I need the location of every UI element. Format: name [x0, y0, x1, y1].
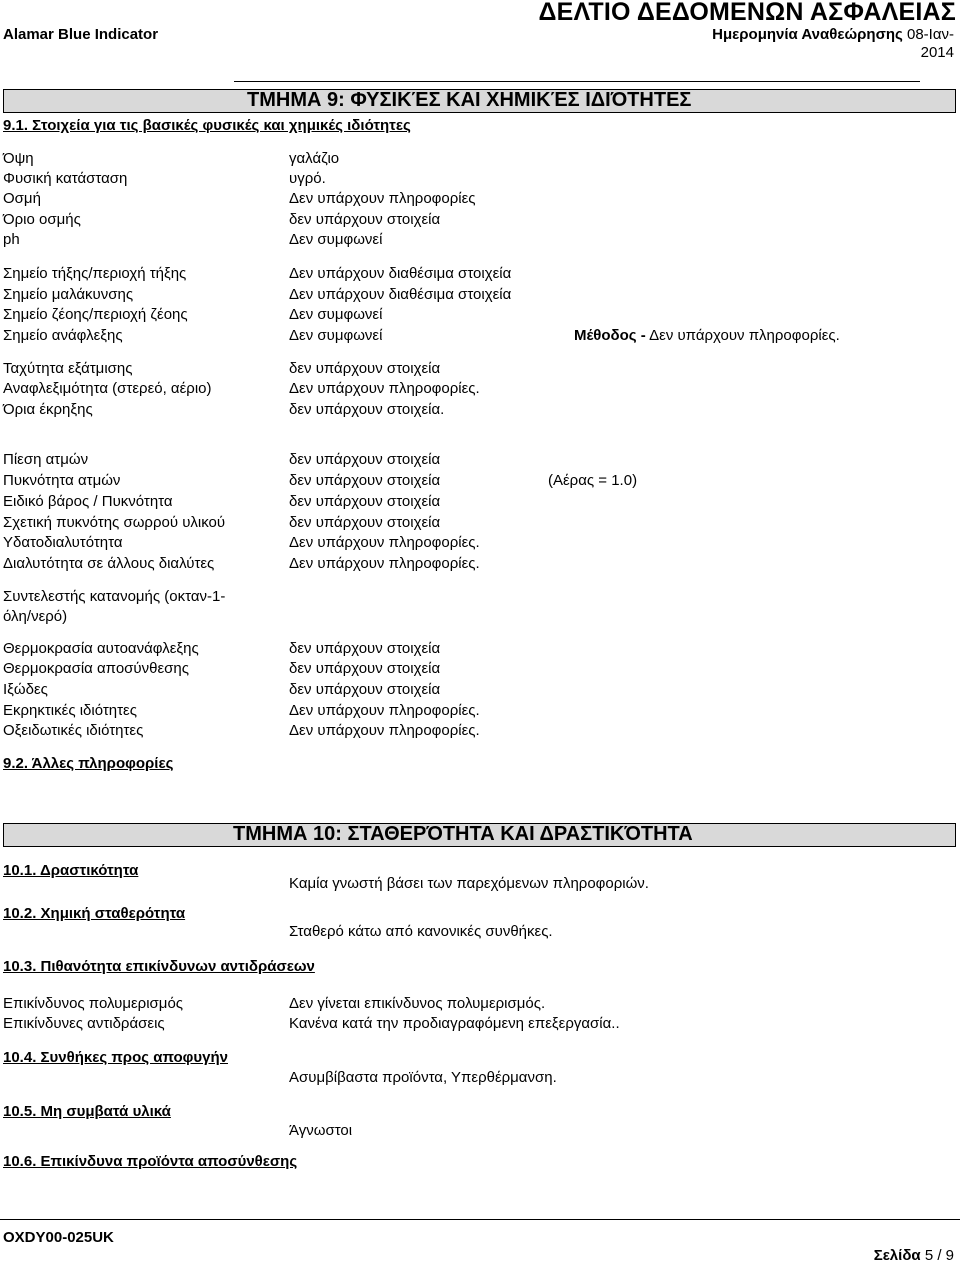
prop-label-partition-coefficient-line1: Συντελεστής κατανομής (οκταν-1-	[3, 588, 226, 605]
reactivity-value: Καμία γνωστή βάσει των παρεχόμενων πληροφοριών.	[289, 875, 649, 892]
prop-label-physical-state: Φυσική κατάσταση	[3, 170, 128, 187]
prop-value-odor-threshold: δεν υπάρχουν στοιχεία	[289, 211, 441, 228]
prop-label-autoignition-temp: Θερμοκρασία αυτοανάφλεξης	[3, 640, 199, 657]
document-title: ΔΕΛΤΙΟ ΔΕΔΟΜΕΝΩΝ ΑΣΦΑΛΕΙΑΣ	[538, 0, 956, 26]
hazardous-polymerization-value: Δεν γίνεται επικίνδυνος πολυμερισμός.	[289, 995, 546, 1012]
prop-label-boiling-point: Σημείο ζέοης/περιοχή ζέοης	[3, 306, 188, 323]
prop-label-flash-point: Σημείο ανάφλεξης	[3, 327, 123, 344]
hazardous-reactions-value: Κανένα κατά την προδιαγραφόμενη επεξεργασία..	[289, 1015, 620, 1032]
prop-value-viscosity: δεν υπάρχουν στοιχεία	[289, 681, 441, 698]
prop-value-softening-point: Δεν υπάρχουν διαθέσιμα στοιχεία	[289, 286, 512, 303]
page-label: Σελίδα	[873, 1247, 921, 1264]
prop-label-vapor-pressure: Πίεση ατμών	[3, 451, 89, 468]
document-code: OXDY00-025UK	[3, 1229, 114, 1246]
section10-1-title: 10.1. Δραστικότητα	[3, 862, 139, 879]
prop-label-ph: ph	[3, 231, 20, 248]
revision-date-part1: 08-Ιαν-	[906, 26, 954, 43]
prop-label-odor: Οσμή	[3, 190, 41, 207]
prop-value-water-solubility: Δεν υπάρχουν πληροφορίες.	[289, 534, 480, 551]
revision-label: Ημερομηνία Αναθεώρησης	[712, 26, 903, 43]
prop-label-explosive-properties: Εκρηκτικές ιδιότητες	[3, 702, 137, 719]
prop-label-appearance: Όψη	[3, 150, 34, 167]
prop-value-specific-gravity: δεν υπάρχουν στοιχεία	[289, 493, 441, 510]
page-number	[874, 1247, 954, 1264]
prop-label-water-solubility: Υδατοδιαλυτότητα	[3, 534, 123, 551]
prop-value-evaporation-rate: δεν υπάρχουν στοιχεία	[289, 360, 441, 377]
method-label: Μέθοδος -	[574, 327, 646, 344]
prop-value-ph: Δεν συμφωνεί	[289, 231, 383, 248]
prop-label-explosion-limits: Όρια έκρηξης	[3, 401, 93, 418]
hazardous-polymerization-label: Επικίνδυνος πολυμερισμός	[3, 995, 184, 1012]
air-reference-note: (Αέρας = 1.0)	[548, 472, 638, 489]
prop-label-melting-point: Σημείο τήξης/περιοχή τήξης	[3, 265, 187, 282]
footer-rule	[0, 1219, 960, 1220]
prop-label-flammability: Αναφλεξιμότητα (στερεό, αέριο)	[3, 380, 212, 397]
prop-label-bulk-density: Σχετική πυκνότης σωρρού υλικού	[3, 514, 226, 531]
prop-value-bulk-density: δεν υπάρχουν στοιχεία	[289, 514, 441, 531]
prop-label-odor-threshold: Όριο οσμής	[3, 211, 81, 228]
prop-label-specific-gravity: Ειδικό βάρος / Πυκνότητα	[3, 493, 173, 510]
section9-title: ΤΜΗΜΑ 9: ΦΥΣΙΚΈΣ ΚΑΙ ΧΗΜΙΚΈΣ ΙΔΙΌΤΗΤΕΣ	[247, 89, 692, 111]
conditions-to-avoid-value: Ασυμβίβαστα προϊόντα, Υπερθέρμανση.	[289, 1069, 557, 1086]
prop-label-viscosity: Ιξώδες	[3, 681, 48, 698]
page-value: 5 / 9	[924, 1247, 954, 1264]
header-rule	[234, 81, 920, 82]
section10-title: ΤΜΗΜΑ 10: ΣΤΑΘΕΡΌΤΗΤΑ ΚΑΙ ΔΡΑΣΤΙΚΌΤΗΤΑ	[233, 823, 693, 845]
prop-value-autoignition-temp: δεν υπάρχουν στοιχεία	[289, 640, 441, 657]
prop-value-vapor-density: δεν υπάρχουν στοιχεία	[289, 472, 441, 489]
hazardous-reactions-label: Επικίνδυνες αντιδράσεις	[3, 1015, 165, 1032]
section10-4-title: 10.4. Συνθήκες προς αποφυγήν	[3, 1049, 228, 1066]
section10-5-title: 10.5. Μη συμβατά υλικά	[3, 1103, 171, 1120]
prop-label-decomposition-temp: Θερμοκρασία αποσύνθεσης	[3, 660, 189, 677]
product-name: Alamar Blue Indicator	[3, 26, 159, 43]
prop-value-decomposition-temp: δεν υπάρχουν στοιχεία	[289, 660, 441, 677]
section10-6-title: 10.6. Επικίνδυνα προϊόντα αποσύνθεσης	[3, 1153, 298, 1170]
prop-value-odor: Δεν υπάρχουν πληροφορίες	[289, 190, 476, 207]
prop-value-vapor-pressure: δεν υπάρχουν στοιχεία	[289, 451, 441, 468]
chemical-stability-value: Σταθερό κάτω από κανονικές συνθήκες.	[289, 923, 553, 940]
prop-value-explosion-limits: δεν υπάρχουν στοιχεία.	[289, 401, 445, 418]
prop-value-physical-state: υγρό.	[289, 170, 326, 187]
section9-2-title: 9.2. Άλλες πληροφορίες	[3, 755, 174, 772]
prop-value-solubility-other: Δεν υπάρχουν πληροφορίες.	[289, 555, 480, 572]
prop-label-evaporation-rate: Ταχύτητα εξάτμισης	[3, 360, 133, 377]
prop-value-explosive-properties: Δεν υπάρχουν πληροφορίες.	[289, 702, 480, 719]
method-value: Δεν υπάρχουν πληροφορίες.	[649, 327, 840, 344]
prop-value-melting-point: Δεν υπάρχουν διαθέσιμα στοιχεία	[289, 265, 512, 282]
section10-2-title: 10.2. Χημική σταθερότητα	[3, 905, 186, 922]
prop-label-partition-coefficient-line2: όλη/νερό)	[3, 608, 68, 625]
revision-date	[712, 26, 954, 62]
prop-label-solubility-other: Διαλυτότητα σε άλλους διαλύτες	[3, 555, 215, 572]
revision-date-part2: 2014	[920, 44, 954, 61]
prop-value-appearance: γαλάζιο	[289, 150, 340, 167]
prop-value-oxidizing-properties: Δεν υπάρχουν πληροφορίες.	[289, 722, 480, 739]
section9-1-title: 9.1. Στοιχεία για τις βασικές φυσικές και χημικές ιδιότητες	[3, 117, 411, 134]
prop-label-oxidizing-properties: Οξειδωτικές ιδιότητες	[3, 722, 144, 739]
prop-label-softening-point: Σημείο μαλάκυνσης	[3, 286, 134, 303]
incompatible-materials-value: Άγνωστοι	[289, 1122, 353, 1139]
prop-value-boiling-point: Δεν συμφωνεί	[289, 306, 383, 323]
prop-label-vapor-density: Πυκνότητα ατμών	[3, 472, 121, 489]
section10-3-title: 10.3. Πιθανότητα επικίνδυνων αντιδράσεων	[3, 958, 315, 975]
prop-value-flash-point: Δεν συμφωνεί	[289, 327, 383, 344]
prop-value-flammability: Δεν υπάρχουν πληροφορίες.	[289, 380, 480, 397]
flash-point-method	[574, 327, 840, 344]
